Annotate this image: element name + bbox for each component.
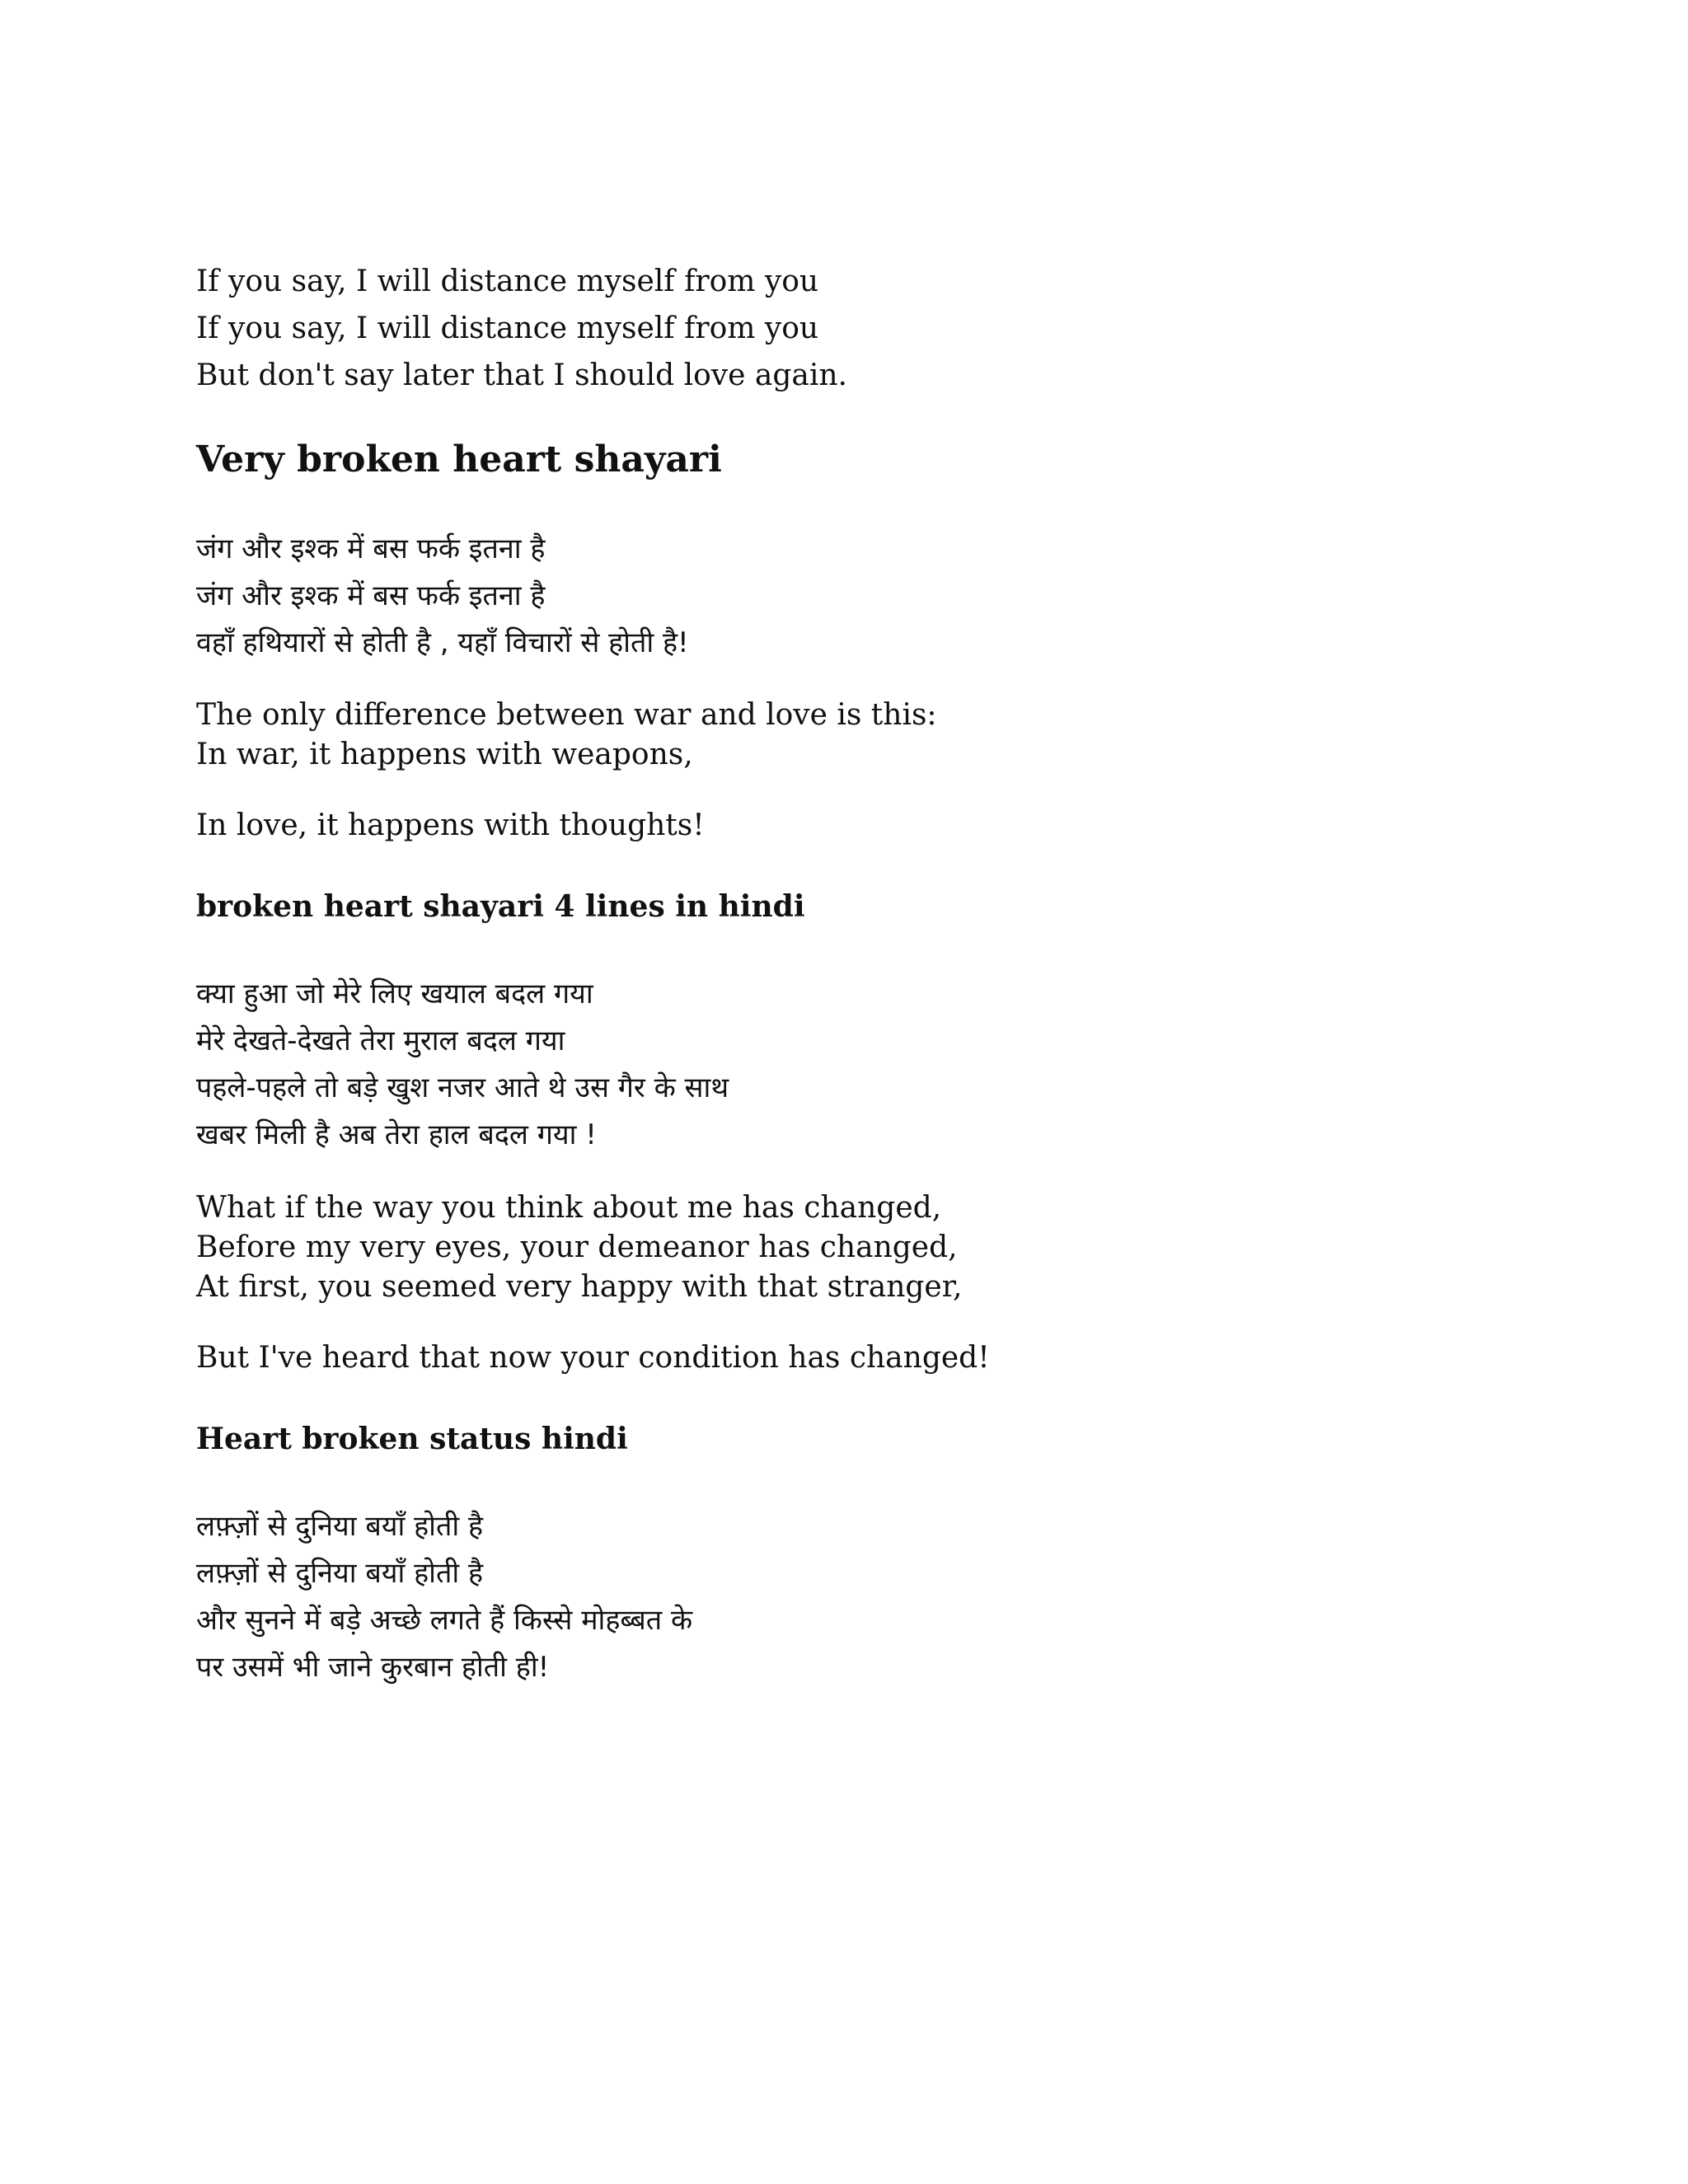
section-heading: Very broken heart shayari <box>196 438 722 480</box>
text-line: The only difference between war and love is this: <box>196 698 937 732</box>
hindi-line: लफ़्ज़ों से दुनिया बयाँ होती है <box>196 1557 484 1590</box>
text-line: Before my very eyes, your demeanor has changed, <box>196 1230 958 1264</box>
text-line: If you say, I will distance myself from you <box>196 265 819 298</box>
text-line: But I've heard that now your condition has changed! <box>196 1341 990 1375</box>
text-line: In war, it happens with weapons, <box>196 738 693 771</box>
hindi-line: खबर मिली है अब तेरा हाल बदल गया ! <box>196 1118 597 1151</box>
section-heading: broken heart shayari 4 lines in hindi <box>196 889 805 924</box>
section-heading: Heart broken status hindi <box>196 1422 628 1456</box>
hindi-line: पर उसमें भी जाने कुरबान होती ही! <box>196 1651 550 1684</box>
hindi-line: जंग और इश्क में बस फर्क इतना है <box>196 532 546 565</box>
text-line: In love, it happens with thoughts! <box>196 808 705 842</box>
hindi-line: लफ़्ज़ों से दुनिया बयाँ होती है <box>196 1510 484 1543</box>
hindi-line: क्या हुआ जो मेरे लिए खयाल बदल गया <box>196 977 593 1010</box>
hindi-line: जंग और इश्क में बस फर्क इतना है <box>196 579 546 612</box>
text-line: If you say, I will distance myself from you <box>196 312 819 345</box>
hindi-line: पहले-पहले तो बड़े खुश नजर आते थे उस गैर के साथ <box>196 1071 729 1104</box>
text-line: At first, you seemed very happy with that stranger, <box>196 1270 963 1304</box>
text-line: But don't say later that I should love again. <box>196 359 847 392</box>
text-line: What if the way you think about me has changed, <box>196 1191 942 1225</box>
hindi-line: और सुनने में बड़े अच्छे लगते हैं किस्से मोहब्बत के <box>196 1604 693 1637</box>
hindi-line: वहाँ हथियारों से होती है , यहाँ विचारों से होती है! <box>196 626 689 659</box>
hindi-line: मेरे देखते-देखते तेरा मुराल बदल गया <box>196 1024 565 1057</box>
